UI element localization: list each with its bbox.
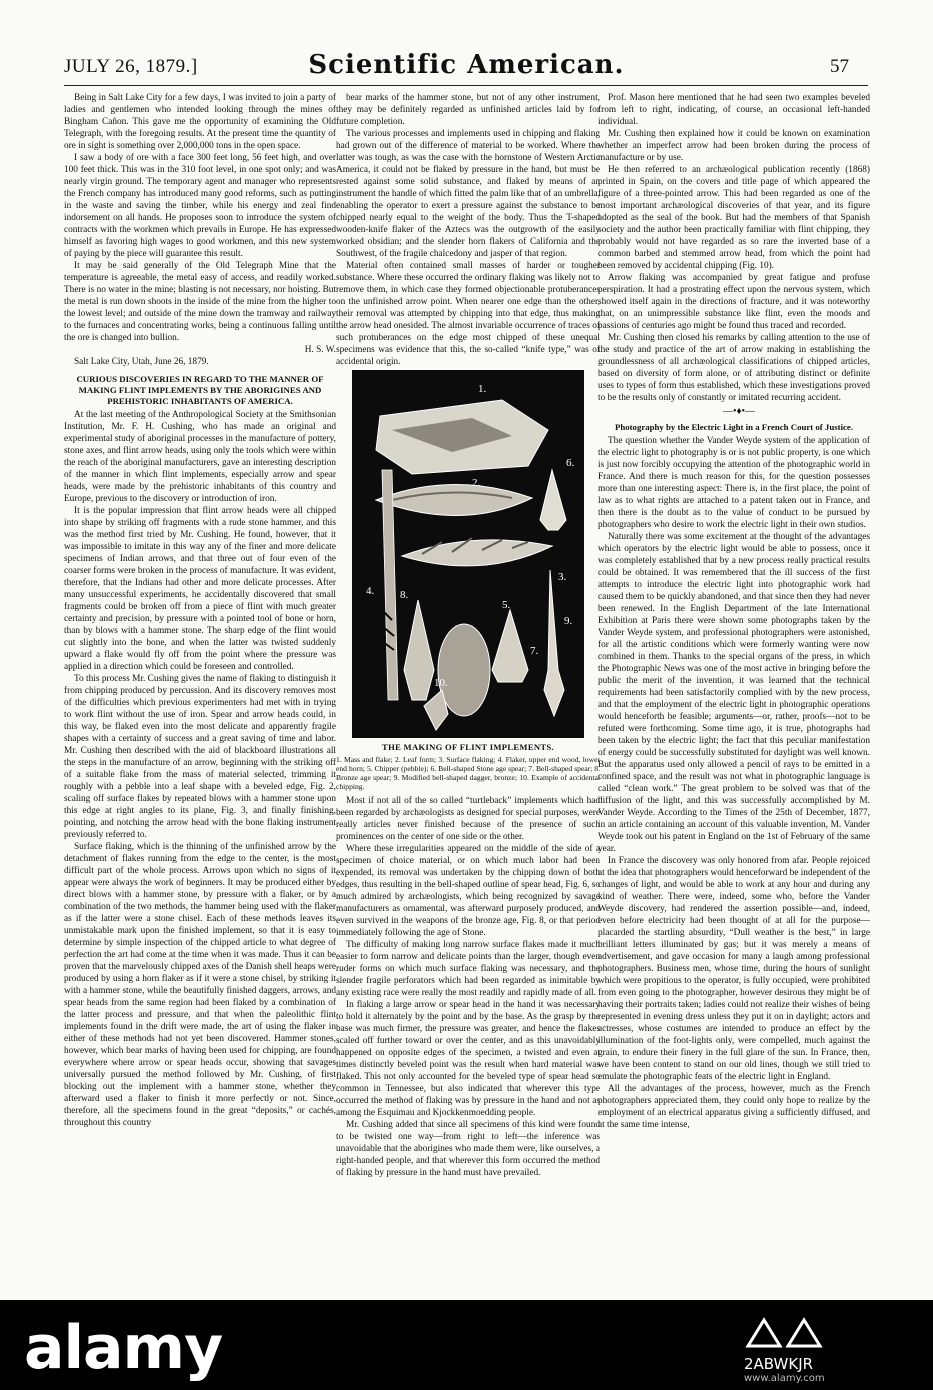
article-heading: CURIOUS DISCOVERIES IN REGARD TO THE MANNER OF MAKING FLINT IMPLEMENTS BY THE ABORIGINES AND PREHISTORIC INHABITANTS OF AMERICA. — [76, 374, 324, 406]
paragraph: Mr. Cushing added that since all specimens of this kind were found to be twisted one way—from right to left—the inference was unavoidable that the aborigines who made them were, like ourselves, a right-handed people, and that wherever this form occurred the method of flaking by pressure in the hand must have prevailed. — [336, 1120, 600, 1178]
paragraph: The question whether the Vander Weyde system of the application of the electric light to photography is or is not public property, is one which is just now forcibly occupying the attention of the photographic world in France. And there is much reason for this, for the question possesses more than one interesting aspect: There is, in the first place, the point of law as to what rights are attached to a patent taken out in France, and then there is the doubt as to the value of conduct to be pursued by photographers who desire to work the electric light in their own studios. — [598, 436, 870, 530]
column-2 — [336, 92, 600, 1179]
figure-caption: 1. Mass and flake; 2. Leaf form; 3. Surface flaking; 4. Flaker, upper end wood, lower end horn; 5. Chipper (pebble); 6. Bell-shaped Stone age spear; 7. Bell-shaped spear; 8. Bronze age spear; 9. Modified bell-shaped dagger, bronze; 10. Example of accidental chipping. — [336, 755, 600, 791]
paragraph: It may be said generally of the Old Telegraph Mine that the temperature is agreeable, the metal easy of access, and readily worked. There is no water in the mine; blasting is not necessary, nor hoisting. But the metal is run down shoots in the inside of the mine from the higher to the lowest level; and outside of the mine down the tramway and railway to the furnaces and concentrating works, being a continuous falling until the ore is changed into bullion. — [64, 261, 336, 343]
site-url: www.alamy.com — [744, 1373, 825, 1384]
fig-label-10: 10. — [434, 677, 448, 689]
figure-title: THE MAKING OF FLINT IMPLEMENTS. — [382, 742, 554, 752]
image-id: 2ABWKJR — [744, 1355, 814, 1373]
fig-label-8: 8. — [400, 589, 409, 601]
paragraph: It is the popular impression that flint arrow heads were all chipped into shape by striking off fragments with a rude stone hammer, and this was the method first tried by Mr. Cushing. He found, however, that it was impossible to imitate in this way any of the finer and more delicate specimens of Indian arrows, and that three out of four even of the coarser forms were broken in the process of manufacture. It was evident, therefore, that the Indians had other and more delicate processes. After many unsuccessful experiments, he accidentally discovered that small fragments could be broken off from a piece of flint with much greater certainty and precision, by pressure with a pointed tool of bone or horn, than by blows with a hammer stone. The sharp edge of the flint would cut slightly into the bone, and when the latter was twisted suddenly upward a flake would fly off from the point where the pressure was applied in a direction which could be foreseen and controlled. — [64, 506, 336, 672]
fig-label-3: 3. — [558, 571, 567, 583]
header-rule — [64, 85, 868, 86]
paragraph: Naturally there was some excitement at the thought of the advantages which operators by the electric light would be able to possess, once it was completely established that by a new process really practical results could be obtained. It was remembered that the ill success of the first attempts to introduce the electric light into photographic work had caused them to be quickly abandoned, and that since then they had never been renewed. In the English Department of the late International Exhibition at Paris there were shown some photographs taken by the Vander Weyde system, and professional photographers were astonished, for all the artistic conditions which were formerly wanting were now combined in them. Thanks to the special organs of the press, in which the Photographic News was one of the most active in bringing before the public the merit of the invention, it was learned that the technical requirements had been satisfactorily complied with by the new process, and that the employment of the electric light in photographic operations would henceforth be feasible; arguments—or, rather, proofs—not to be refuted were forthcoming. Some time ago, it is true, photographs had been taken by the electric light; the fact that this peculiar manifestation of energy could be successfully substituted for daylight was well known. But the apparatus used only allowed a pencil of rays to be emitted in a confined space, and the result was not what in photographic language is called “clean work.” The great problem to be solved was that of the diffusion of the light, and this was successfully accomplished by M. Vander Weyde. According to the Times of the 25th of December, 1877, in an article containing an account of this valuable invention, M. Vander Weyde took out his patent in England on the 1st of February of the same year. — [598, 532, 870, 854]
paragraph: Being in Salt Lake City for a few days, I was invited to join a party of ladies and gentlemen who intended looking through the mines of Bingham Cañon. This gave me the opportunity of examining the Old Telegraph, with the foregoing results. At the present time the quantity of ore in sight is something over 2,000,000 tons in the open space. — [64, 93, 336, 151]
paragraph: bear marks of the hammer stone, but not of any other instrument, they may be definitely regarded as unfinished articles laid by for future completion. — [336, 93, 600, 127]
article-heading: Photography by the Electric Light in a French Court of Justice. — [614, 422, 854, 432]
paragraph: Mr. Cushing then explained how it could be known on examination whether an imperfect arrow had been broken during the process of manufacture or by use. — [598, 129, 870, 163]
engraving-illustration — [352, 370, 584, 738]
alamy-mark-icon — [744, 1316, 862, 1350]
paragraph: Prof. Mason here mentioned that he had seen two examples beveled from left to right, indicating, of course, an occasional left-handed individual. — [598, 93, 870, 127]
paragraph: In flaking a large arrow or spear head in the hand it was necessary to hold it alternately by the point and by the base. As the grasp by the base was much firmer, the pressure was greater, and hence the flakes scaled off further toward or over the center, and as this unavoidably happened on opposite edges of the specimen, a twisted and even at times distinctly beveled point was the result when hard material was flaked. This not only accounted for the beveled type of spear head so common in Tennessee, but also indicated that wherever this type occurred the method of flaking was by pressure in the hand and not as among the Esquimau and Kjockkenmoedding people. — [336, 1000, 600, 1118]
flint-implements-engraving — [352, 370, 584, 738]
column-3 — [598, 92, 870, 1131]
fig-label-4: 4. — [366, 585, 375, 597]
paragraph: All the advantages of the process, however, much as the French photographers appreciated them, they could only hope to realize by the employment of an electrical apparatus giving a sufficiently diffused, and at the same time intense, — [598, 1084, 870, 1130]
page-number: 57 — [830, 56, 849, 77]
fig-label-9: 9. — [564, 615, 573, 627]
section-divider-ornament: —•♦•— — [722, 406, 756, 417]
fig-label-1: 1. — [478, 383, 487, 395]
paragraph: Surface flaking, which is the thinning of the unfinished arrow by the detachment of flakes running from the edge to the center, is the most difficult part of the whole process. Arrows upon which no signs of it appear were always the work of beginners. It may be produced either by direct blows with a hammer stone, by pressure with a flaker, or by a combination of the two methods, the hammer being used with the flaker as if the latter were a stone chisel. Each of these methods leaves its unmistakable mark upon the finished implement, so that it is easy to determine by simple inspection of the chipped article to what degree of perfection the art had come at the time when it was made. Thus it can be proven that the marvelously chipped axes of the Danish shell heaps were produced by using a horn flaker as if it were a stone chisel, by striking it with a hammer stone, while the beautifully finished daggers, arrows, and spear heads from the same region had been flaked by a combination of the latter process and pressure, and that when the paleolithic flint implements found in the drift were made, the art of using the flaker in either of these methods had not yet been discovered. Hammer stones, however, which bear marks of having been used for chipping, are found everywhere where arrow or spear heads occur, showing that savages universally pursued the method followed by Mr. Cushing, of first blocking out the implement with a hammer stone, whether they afterward used a flaker to finish it more perfectly or not. Since, therefore, all the specimens found in the great “deposits,” or cachés, throughout this country — [64, 842, 336, 1128]
paragraph: At the last meeting of the Anthropological Society at the Smithsonian Institution, Mr. F. H. Cushing, who has made an original and experimental study of aboriginal processes in the manufacture of pottery, stone axes, and flint arrow heads, using only the tools which were within the reach of the aboriginal manufacturers, gave an interesting description of the manner in which flint implements, especially arrow and spear heads, were made by the prehistoric inhabitants of this country and Europe, previous to the discovery or introduction of iron. — [64, 410, 336, 504]
paragraph: I saw a body of ore with a face 300 feet long, 56 feet high, and over 100 feet thick. This was in the 310 foot level, in one spot only; and was nearly virgin ground. The temporary agent and manager who represents the French company has introduced many good reforms, such as putting in the waste and saving the timber, while his energy and zeal find indorsement on all hands. He proposes soon to introduce the system of contracts with the workmen which prevails in Europe. He has expressed himself as favoring high wages to good workmen, and this new system of paying by the piece will guarantee this result. — [64, 153, 336, 259]
paragraph: The difficulty of making long narrow surface flakes made it much easier to form narrow and delicate points than the larger, though even ruder forms on which much surface flaking was necessary, and the slender fragile perforators which had been regarded as inimitable by any existing race were really the most readily and rapidly made of all. — [336, 940, 600, 998]
fig-label-6: 6. — [566, 457, 575, 469]
alamy-logo-text: alamy — [24, 1313, 223, 1383]
paragraph: Most if not all of the so called “turtleback” implements which had been regarded by archæologists as designed for special purposes, were really articles never finished because of the presence of such prominences on the center of one side or the other. — [336, 796, 600, 842]
issue-date: JULY 26, 1879.] — [64, 56, 198, 77]
fig-label-5: 5. — [502, 599, 511, 611]
paragraph: In France the discovery was only honored from afar. People rejoiced at the idea that photographers would henceforward be independent of the changes of light, and would be able to work at any hour and during any kind of weather. There were, indeed, some who, before the Vander Weyde discovery, had rendered the assertion possible—and, indeed, even before electricity had been thought of at all for the purpose—placarded the startling absurdity, “Dull weather is the best,” in large brilliant letters illuminated by gas; but it was merely a means of advertisement, and gave occasion for many a laugh among professional photographers. Business men, whose time, during the hours of sunlight which were propitious to the operator, is fully occupied, were prohibited from even going to the photographer, however desirous they might be of having their portraits taken; ladies could not realize their wishes of being represented in evening dress unless they put it on in daylight; actors and actresses, whose costumes are intended to produce an effect by the illumination of the foot-lights only, were compelled, much against the grain, to endure their finery in the full glare of the sun. In France, then, we have been content to stand on our old lines, though we still tried to emulate the photographic feats of the electric light in England. — [598, 856, 870, 1082]
paragraph: The various processes and implements used in chipping and flaking had grown out of the difference of material to be worked. Where the latter was tough, as was the case with the hornstone of Western Arctic America, it could not be flaked by pressure in the hand, but must be rested against some solid substance, and flaked by means of an instrument the handle of which fitted the palm like that of an umbrella, enabling the operator to exert a pressure against the substance to be chipped nearly equal to the weight of the body. Thus the T-shaped wooden-knife flaker of the Aztecs was the outgrowth of the easily worked obsidian; and the slender horn flakers of California and the Southwest, of the fragile chalcedony and jasper of that region. — [336, 129, 600, 259]
fig-label-7: 7. — [530, 645, 539, 657]
dateline: Salt Lake City, Utah, June 26, 1879. — [74, 357, 209, 367]
paragraph: Arrow flaking was accompanied by great fatigue and profuse perspiration. It had a prostrating effect upon the nervous system, which showed itself again in the directions of fracture, and it was noteworthy that, on an unimpressible substance like flint, even the moods and passions of centuries ago might be found thus traced and recorded. — [598, 273, 870, 331]
chipper-pebble-drawing — [438, 624, 490, 716]
fig-label-2: 2. — [472, 477, 481, 489]
paragraph: Where these irregularities appeared on the middle of the side of a specimen of choice material, or on which much labor had been expended, its removal was undertaken by the chipping down of both edges, thus resulting in the bell-shaped outline of spear head, Fig. 6, so much admired by archæologists, which being recognized by savage manufacturers as ornamental, was afterward purposely produced, and even survived in the weapons of the bronze age, Fig. 8, or that period immediately following the age of Stone. — [336, 844, 600, 938]
column-1 — [64, 92, 336, 1129]
masthead-title: Scientific American. — [308, 50, 625, 80]
paragraph: Mr. Cushing then closed his remarks by calling attention to the use of the study and practice of the art of arrow making in establishing the groundlessness of all archæological classifications of chipped articles, based on diversity of form alone, or of attributing distinct or definite uses to types of form thus established, which these investigations proved to be the results only of constantly or imitated recurring accident. — [598, 333, 870, 403]
paragraph: To this process Mr. Cushing gives the name of flaking to distinguish it from chipping produced by percussion. And its discovery removes most of the difficulties which previous experimenters had met with in trying to work flint without the use of iron. Spear and arrow heads could, in this way, be flaked even into the most delicate and apparently fragile shapes with a certainty of success and a great saving of time and labor. Mr. Cushing then described with the aid of blackboard illustrations all the steps in the manufacture of an arrow, beginning with the striking off of a suitable flake from the mass of material selected, trimming it roughly with a pebble into a leaf shape with a beveled edge, Fig. 2, scaling off surface flakes by repeated blows with a hammer stone upon this edge at right angles to its plane, Fig. 3, and finally finishing, pointing, and notching the arrow head with the bone flaking instrument previously referred to. — [64, 674, 336, 840]
paragraph: Material often contained small masses of harder or tougher substance. Where these occurred the ordinary flaking was likely not to remove them, in which case they formed objectionable protuberances on the unfinished arrow point. When nearer one edge than the other, their removal was attempted by chipping into that edge, thus making the arrow head onesided. The almost invariable occurrence of traces of such protuberances on the edge most chipped of these unequal specimens was evidence that this, the so-called “knife type,” was of accidental origin. — [336, 261, 600, 367]
signature: H. S. W. — [304, 345, 336, 355]
paragraph: He then referred to an archæological publication recently (1868) printed in Spain, on the covers and title page of which appeared the figure of a three-pointed arrow. This had been regarded as one of the most important archæological discoveries of that year, and its figure adopted as the seal of the book. But had the members of that Spanish society and the author been practically familiar with flint chipping, they probably would not have regarded as so rare the inverted base of a common barbed and stemmed arrow head, from which the point had been removed by accidental chipping (Fig. 10). — [598, 165, 870, 271]
